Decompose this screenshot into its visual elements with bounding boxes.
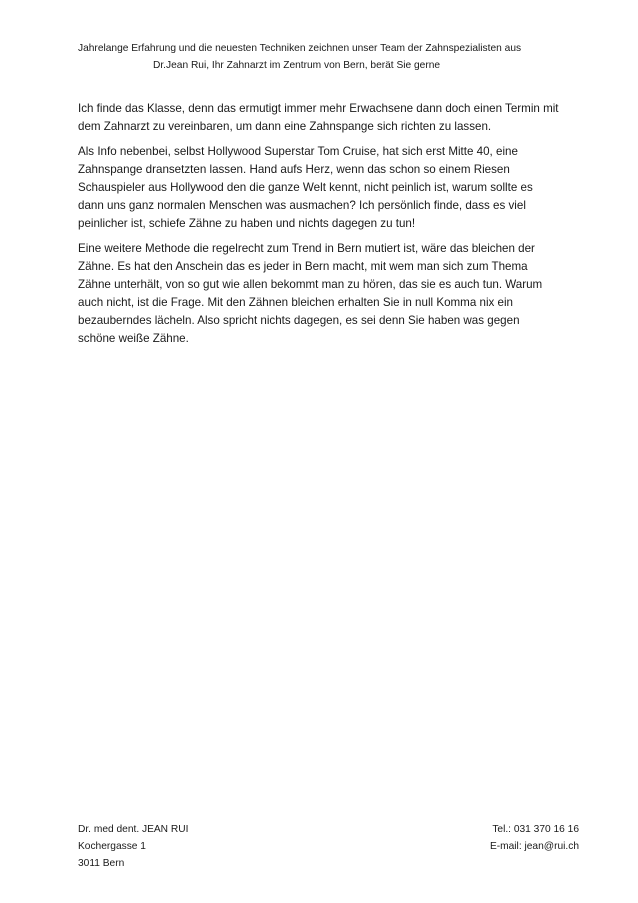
paragraph-2: Als Info nebenbei, selbst Hollywood Superstar Tom Cruise, hat sich erst Mitte 40, eine Zahnspange dransetzten lassen. Hand aufs Herz, wenn das schon so einem Riesen Schauspieler aus Hollywood den die ganze Welt kennt, nicht peinlich ist, warum sollte es dann uns ganz normalen Menschen was ausmachen? Ich persönlich finde, dass es viel peinlicher ist, schiefe Zähne zu haben und nichts dagegen zu tun! xyxy=(78,145,533,230)
footer-address xyxy=(78,821,188,872)
paragraph-1: Ich finde das Klasse, denn das ermutigt immer mehr Erwachsene dann doch einen Termin mit dem Zahnarzt zu vereinbaren, um dann eine Zahnspange sich richten zu lassen. xyxy=(78,102,559,133)
header-tagline: Jahrelange Erfahrung und die neuesten Techniken zeichnen unser Team der Zahnspezialisten aus xyxy=(78,43,522,54)
page-header xyxy=(78,40,578,74)
footer-contact xyxy=(490,821,579,855)
footer-street: Kochergasse 1 xyxy=(78,841,146,852)
footer-name: Dr. med dent. JEAN RUI xyxy=(78,824,189,835)
article-body xyxy=(78,100,560,355)
header-subtitle: Dr.Jean Rui, Ihr Zahnarzt im Zentrum von Bern, berät Sie gerne xyxy=(153,60,441,71)
paragraph-3: Eine weitere Methode die regelrecht zum Trend in Bern mutiert ist, wäre das bleichen der Zähne. Es hat den Anschein das es jeder in Bern macht, mit wem man sich zum Thema Zähne unterhält, von so gut wie allen bekommt man zu hören, das sie es auch tun. Warum auch nicht, ist die Frage. Mit den Zähnen bleichen erhalten Sie in null Komma nix ein bezauberndes lächeln. Also spricht nichts dagegen, es sei denn Sie haben was gegen schöne weiße Zähne. xyxy=(78,242,543,345)
footer-email: E-mail: jean@rui.ch xyxy=(489,841,579,852)
footer-phone: Tel.: 031 370 16 16 xyxy=(492,824,579,835)
footer-city: 3011 Bern xyxy=(78,858,125,869)
